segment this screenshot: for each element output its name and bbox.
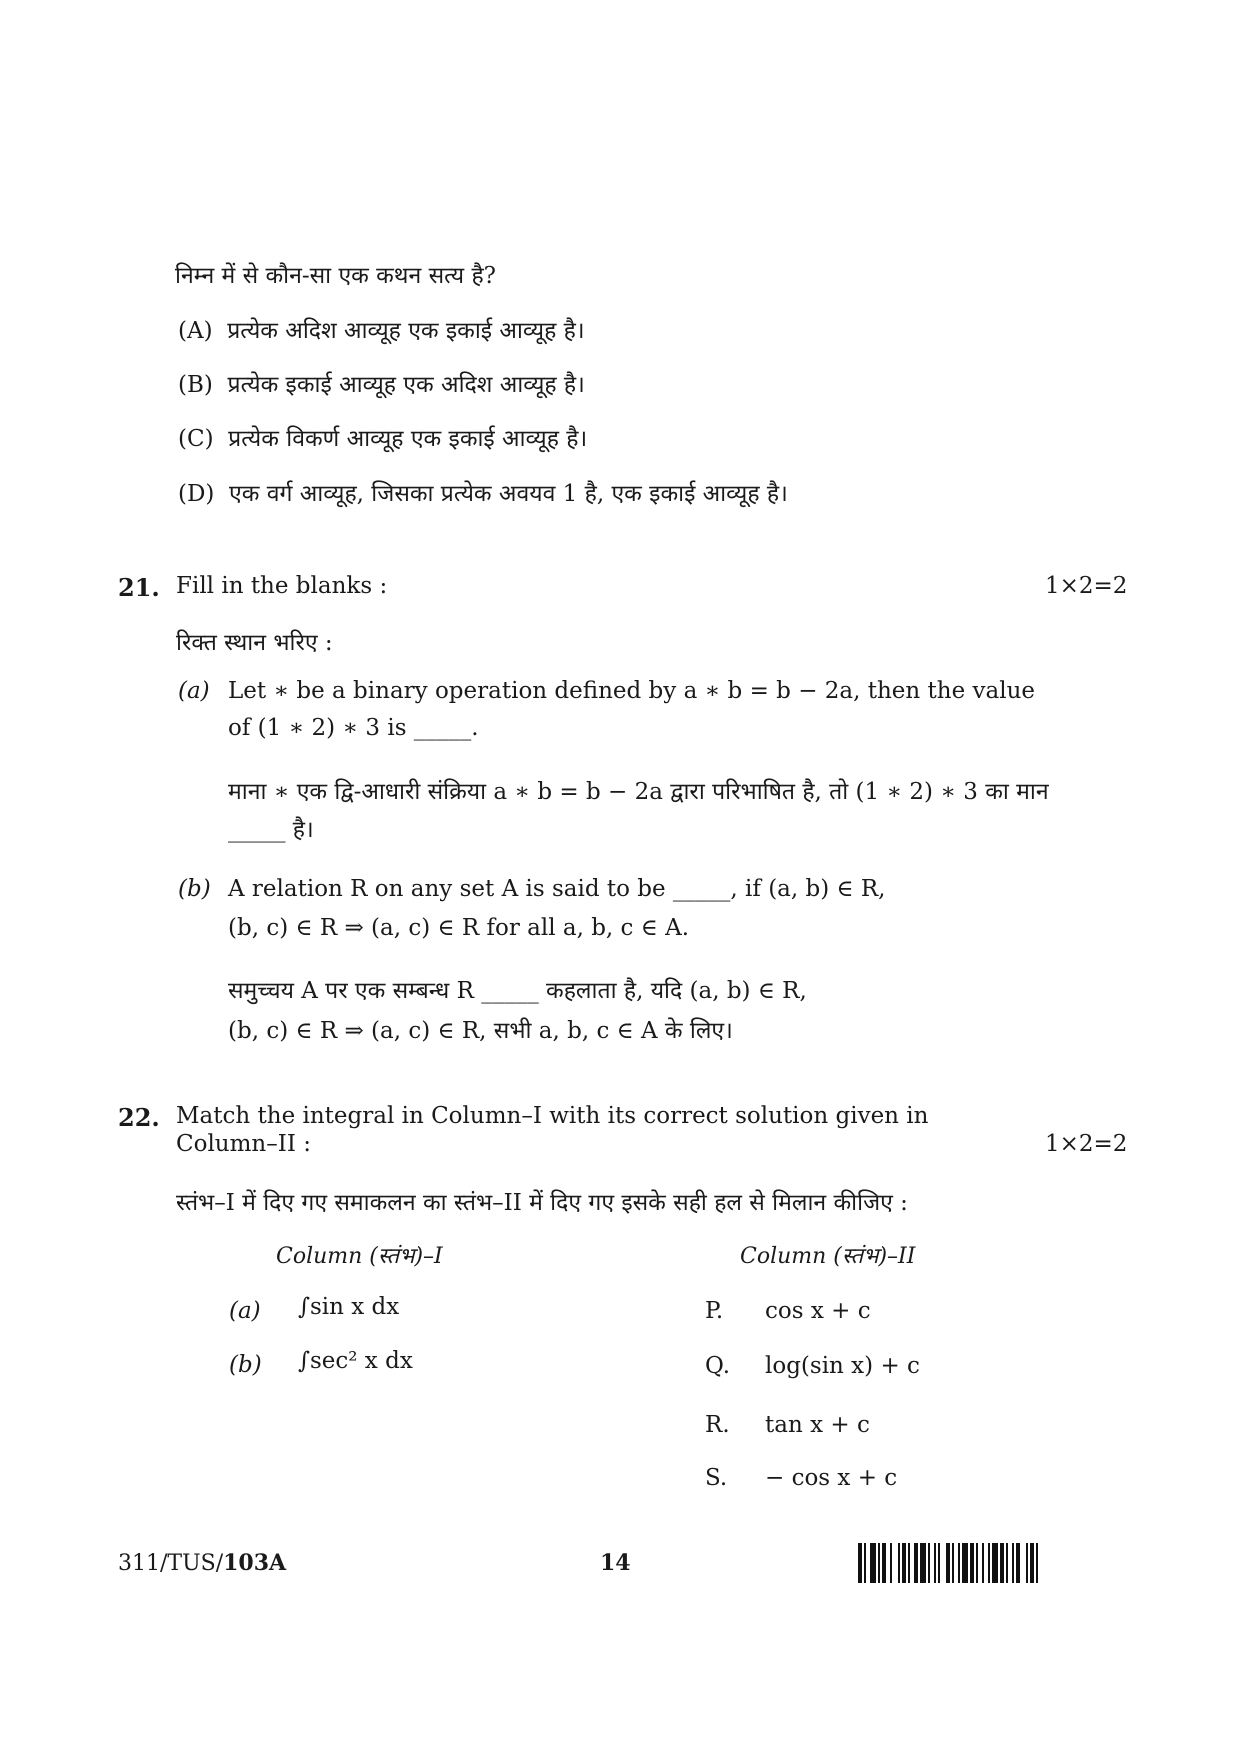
paper-code-prefix: 311/TUS/: [118, 1551, 224, 1576]
col2-item-p-label: P.: [705, 1298, 724, 1324]
q20-option-c: [178, 421, 587, 453]
q21a-en-line1: Let ∗ be a binary operation defined by a ∗ b = b − 2a, then the value: [228, 678, 1035, 704]
q21a-label: (a): [178, 678, 210, 704]
q20-stem-hi: निम्न में से कौन-सा एक कथन सत्य है?: [175, 263, 496, 289]
q21a-hi-line2: _____ है।: [228, 817, 314, 843]
q21b-en-line1: A relation R on any set A is said to be _____, if (a, b) ∈ R,: [228, 876, 886, 902]
col1-item-a-expr: ∫sin x dx: [298, 1294, 400, 1320]
q22-title-hi: स्तंभ–I में दिए गए समाकलन का स्तंभ–II में दिए गए इसके सही हल से मिलान कीजिए :: [176, 1190, 908, 1216]
col2-item-s-label: S.: [705, 1465, 728, 1491]
col1-item-a-label: (a): [229, 1298, 261, 1324]
option-text: प्रत्येक अदिश आव्यूह एक इकाई आव्यूह है।: [227, 318, 585, 344]
col2-item-p-expr: cos x + c: [765, 1298, 871, 1324]
col2-item-q-expr: log(sin x) + c: [765, 1353, 920, 1379]
q22-title-en-line2: Column–II :: [176, 1131, 311, 1157]
q21b-hi-line2: (b, c) ∈ R ⇒ (a, c) ∈ R, सभी a, b, c ∈ A के लिए।: [228, 1018, 733, 1044]
q21b-label: (b): [178, 876, 211, 902]
q21b-en-line2: (b, c) ∈ R ⇒ (a, c) ∈ R for all a, b, c ∈ A.: [228, 915, 689, 941]
q22-number: 22.: [118, 1103, 160, 1132]
col1-item-b-expr: ∫sec² x dx: [298, 1348, 413, 1374]
barcode-bar: [1038, 1543, 1042, 1583]
q21-marks: 1×2=2: [1045, 573, 1128, 599]
option-label: (C): [178, 426, 214, 452]
option-label: (A): [178, 318, 213, 344]
q21-title-hi: रिक्त स्थान भरिए :: [176, 630, 333, 656]
page-number: 14: [600, 1550, 631, 1576]
col2-item-r-label: R.: [705, 1412, 730, 1438]
paper-code-bold: 103A: [223, 1550, 287, 1576]
col1-item-b-label: (b): [229, 1352, 262, 1378]
column-2-header: Column (स्तंभ)–II: [740, 1244, 916, 1269]
option-text: एक वर्ग आव्यूह, जिसका प्रत्येक अवयव 1 है, एक इकाई आव्यूह है।: [229, 481, 788, 507]
q22-marks: 1×2=2: [1045, 1131, 1128, 1157]
column-1-header: Column (स्तंभ)–I: [276, 1244, 443, 1269]
q21a-hi-line1: माना ∗ एक द्वि-आधारी संक्रिया a ∗ b = b − 2a द्वारा परिभाषित है, तो (1 ∗ 2) ∗ 3 का मान: [228, 779, 1049, 805]
barcode: [858, 1543, 1116, 1583]
paper-code: [118, 1550, 286, 1576]
q21a-en-line2: of (1 ∗ 2) ∗ 3 is _____.: [228, 715, 479, 741]
col2-item-s-expr: − cos x + c: [765, 1465, 898, 1491]
q20-option-a: [178, 313, 585, 345]
col2-item-r-expr: tan x + c: [765, 1412, 870, 1438]
option-text: प्रत्येक इकाई आव्यूह एक अदिश आव्यूह है।: [227, 372, 585, 398]
q21-number: 21.: [118, 573, 160, 602]
q22-title-en-line1: Match the integral in Column–I with its correct solution given in: [176, 1103, 929, 1129]
q21-title-en: Fill in the blanks :: [176, 573, 388, 599]
q20-option-b: [178, 367, 585, 399]
q20-option-d: [178, 476, 788, 508]
option-label: (D): [178, 481, 215, 507]
option-label: (B): [178, 372, 213, 398]
q21b-hi-line1: समुच्चय A पर एक सम्बन्ध R _____ कहलाता है, यदि (a, b) ∈ R,: [228, 978, 807, 1004]
col2-item-q-label: Q.: [705, 1353, 731, 1379]
option-text: प्रत्येक विकर्ण आव्यूह एक इकाई आव्यूह है।: [228, 426, 588, 452]
